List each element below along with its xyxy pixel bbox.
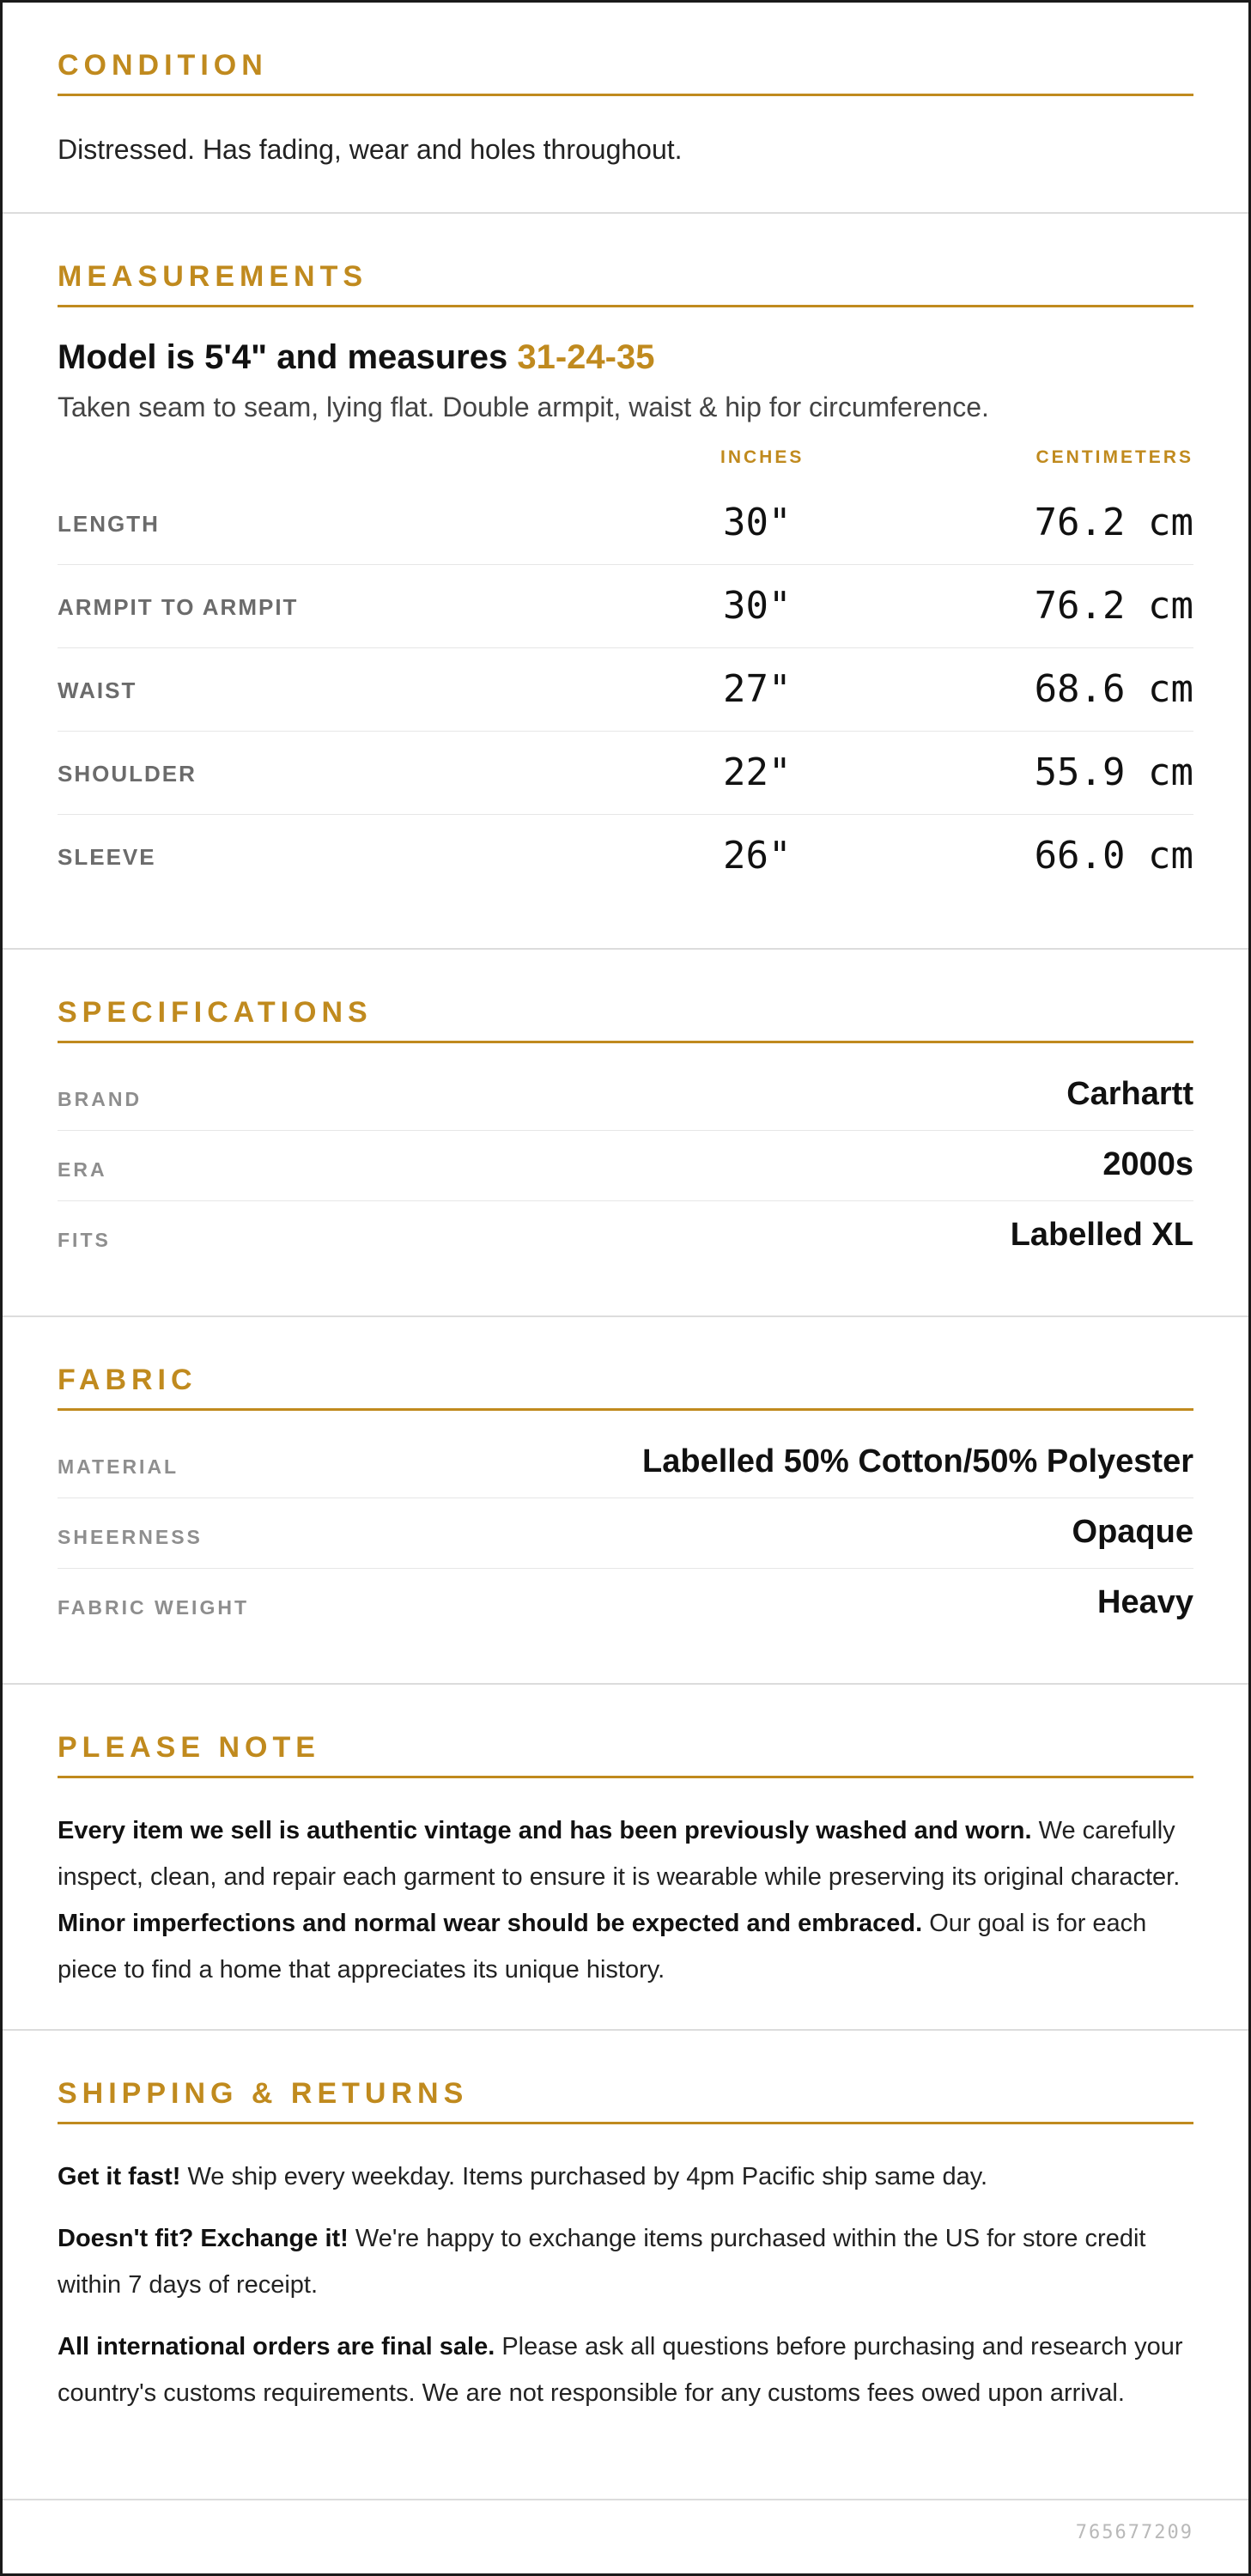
measurement-cm: 66.0 cm [1034,834,1193,878]
spec-label: FITS [58,1229,111,1251]
measurement-cm: 55.9 cm [1034,750,1193,794]
fabric-label: MATERIAL [58,1455,179,1478]
fabric-value: Opaque [1072,1514,1193,1550]
shipping-text-3: Please ask all questions before purchasing and research your country's customs requirements. We are not responsible for any customs fees owed upon arrival. [58,2333,1183,2407]
fabric-value: Labelled 50% Cotton/50% Polyester [642,1443,1193,1479]
please-note-text-2: Our goal is for each piece to find a home that appreciates its unique history. [58,1910,1147,1984]
spec-label: ERA [58,1158,107,1181]
spec-value: 2000s [1102,1146,1193,1182]
fabric-label: SHEERNESS [58,1526,203,1548]
measurement-row-sleeve [58,815,1193,897]
measurement-cm: 76.2 cm [1034,584,1193,628]
spec-row-era [58,1131,1193,1201]
measurement-row-length [58,482,1193,565]
spec-value: Labelled XL [1010,1217,1193,1253]
measurements-title: MEASUREMENTS [58,262,1193,307]
measurement-cm: 68.6 cm [1034,667,1193,711]
please-note-bold-1: Every item we sell is authentic vintage and has been previously washed and worn. [58,1817,1032,1844]
shipping-paragraph-3 [58,2324,1193,2416]
shipping-text-1: We ship every weekday. Items purchased by 4pm Pacific ship same day. [180,2163,988,2190]
fabric-section [3,1317,1248,1685]
measurement-inches: 26" [723,834,792,878]
centimeters-column-header: CENTIMETERS [1035,447,1193,467]
measurements-table [58,482,1193,897]
shipping-paragraph-2 [58,2215,1193,2308]
please-note-title: PLEASE NOTE [58,1733,1193,1778]
measurement-inches: 30" [723,501,792,544]
condition-text: Distressed. Has fading, wear and holes throughout. [58,134,683,165]
model-measures-value: 31-24-35 [517,338,655,376]
shipping-bold-1: Get it fast! [58,2163,181,2190]
specifications-list [58,1060,1193,1271]
condition-section [3,3,1248,214]
measurement-label: LENGTH [58,511,160,537]
spec-row-fits [58,1201,1193,1271]
measurement-label: SHOULDER [58,761,197,787]
measurement-label: WAIST [58,677,137,703]
shipping-section [3,2031,1248,2500]
fabric-list [58,1428,1193,1638]
please-note-text [58,1807,1193,1993]
condition-title: CONDITION [58,51,1193,96]
model-measures-line [58,340,1193,374]
measurement-label: SLEEVE [58,844,156,870]
measurement-row-waist [58,648,1193,732]
spec-row-brand [58,1060,1193,1131]
measurement-label: ARMPIT TO ARMPIT [58,594,299,620]
fabric-value: Heavy [1097,1584,1193,1620]
measurement-row-armpit [58,565,1193,648]
measurement-inches: 27" [723,667,792,711]
shipping-title: SHIPPING & RETURNS [58,2079,1193,2124]
measurement-row-shoulder [58,732,1193,815]
specifications-section [3,950,1248,1317]
fabric-row-sheerness [58,1498,1193,1569]
fabric-label: FABRIC WEIGHT [58,1596,249,1619]
fabric-title: FABRIC [58,1365,1193,1411]
shipping-bold-3: All international orders are final sale. [58,2333,495,2360]
model-measures-prefix: Model is 5'4" and measures [58,338,518,376]
please-note-section [3,1685,1248,2031]
inches-column-header: INCHES [720,447,805,467]
fabric-row-material [58,1428,1193,1498]
fabric-row-weight [58,1569,1193,1638]
shipping-bold-2: Doesn't fit? Exchange it! [58,2225,349,2252]
measurement-inches: 22" [723,750,792,794]
measurement-inches: 30" [723,584,792,628]
measurement-cm: 76.2 cm [1034,501,1193,544]
measurements-note: Taken seam to seam, lying flat. Double armpit, waist & hip for circumference. [58,392,989,422]
spec-value: Carhartt [1066,1076,1193,1112]
spec-label: BRAND [58,1088,143,1110]
measurements-section [3,214,1248,950]
shipping-paragraph-1 [58,2154,1193,2200]
measurements-header [58,447,1193,482]
please-note-text-1: We carefully inspect, clean, and repair each garment to ensure it is wearable while preserving its original character. [58,1817,1181,1891]
product-id: 765677209 [1075,2522,1193,2543]
specifications-title: SPECIFICATIONS [58,998,1193,1043]
please-note-bold-2: Minor imperfections and normal wear should be expected and embraced. [58,1910,923,1937]
shipping-text-2: We're happy to exchange items purchased within the US for store credit within 7 days of receipt. [58,2225,1146,2299]
